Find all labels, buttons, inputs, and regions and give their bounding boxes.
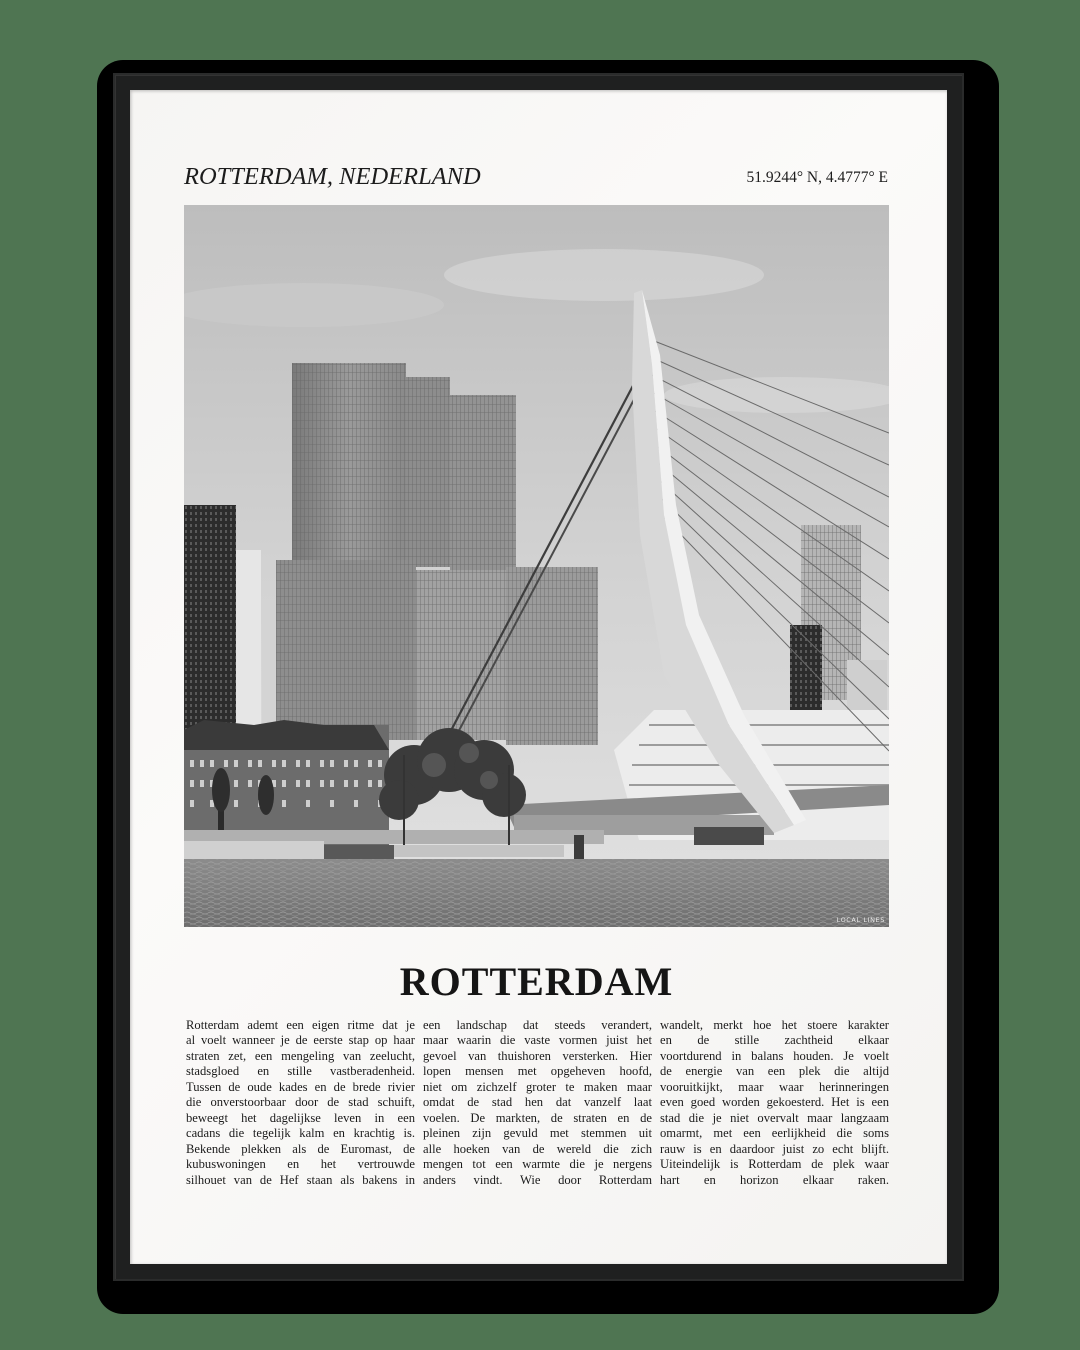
text-line: Uiteindelijk is Rotterdam de plek waar bbox=[660, 1157, 889, 1172]
text-line: al voelt wanneer je de eerste stap op haar bbox=[186, 1033, 415, 1048]
coordinates-label: 51.9244° N, 4.4777° E bbox=[746, 169, 888, 186]
location-label: ROTTERDAM, NEDERLAND bbox=[184, 163, 481, 190]
text-line: Tussen de oude kades en de brede rivier bbox=[186, 1079, 415, 1094]
text-line: stadsgloed en stille vastberadenheid. bbox=[186, 1064, 415, 1079]
text-line: hart en horizon elkaar raken. bbox=[660, 1172, 889, 1187]
text-line: kubuswoningen en het vertrouwde bbox=[186, 1157, 415, 1172]
text-line: cadans die tegelijk kalm en krachtig is. bbox=[186, 1126, 415, 1141]
text-line: voelen. De markten, de straten en de bbox=[423, 1110, 652, 1125]
text-column-2 bbox=[423, 1018, 652, 1188]
text-column-3 bbox=[660, 1018, 889, 1188]
photo-watermark: LOCAL LINES bbox=[836, 916, 885, 924]
text-line: pleinen zijn gevuld met stemmen uit bbox=[423, 1126, 652, 1141]
text-line: Rotterdam ademt een eigen ritme dat je bbox=[186, 1018, 415, 1032]
text-line: beweegt het dagelijkse leven in een bbox=[186, 1110, 415, 1125]
text-line: anders vindt. Wie door Rotterdam bbox=[423, 1172, 652, 1187]
text-line: voortdurend in balans houden. Je voelt bbox=[660, 1048, 889, 1063]
text-line: silhouet van de Hef staan als bakens in bbox=[186, 1172, 415, 1187]
text-line: gevoel van thuishoren versterken. Hier bbox=[423, 1048, 652, 1063]
text-line: lopen mensen met opgeheven hoofd, bbox=[423, 1064, 652, 1079]
text-line: mengen tot een warmte die je nergens bbox=[423, 1157, 652, 1172]
text-line: alle hoeken van de wereld die zich bbox=[423, 1141, 652, 1156]
text-line: vooruitkijkt, maar waar herinneringen bbox=[660, 1079, 889, 1094]
text-line: maar waarin die vaste vormen juist het bbox=[423, 1033, 652, 1048]
city-photo bbox=[184, 205, 889, 927]
text-line: niet om zichzelf groter te maken maar bbox=[423, 1079, 652, 1094]
text-line: de energie van een plek die altijd bbox=[660, 1064, 889, 1079]
text-line: Bekende plekken als de Euromast, de bbox=[186, 1141, 415, 1156]
text-column-1 bbox=[186, 1018, 415, 1188]
text-line: wandelt, merkt hoe het stoere karakter bbox=[660, 1018, 889, 1032]
text-line: omdat de stad hen dat vanzelf laat bbox=[423, 1095, 652, 1110]
body-text bbox=[186, 1018, 889, 1188]
text-line: rauw is en daardoor juist zo echt blijft. bbox=[660, 1141, 889, 1156]
text-line: die onverstoorbaar door de stad schuift, bbox=[186, 1095, 415, 1110]
poster-title: ROTTERDAM bbox=[399, 959, 674, 1004]
text-line: straten zet, een mengeling van zeelucht, bbox=[186, 1048, 415, 1063]
text-line: even goed worden gekoesterd. Het is een bbox=[660, 1095, 889, 1110]
text-line: een landschap dat steeds verandert, bbox=[423, 1018, 652, 1032]
text-line: en de stille zachtheid elkaar bbox=[660, 1033, 889, 1048]
text-line: omarmt, met een eerlijkheid die soms bbox=[660, 1126, 889, 1141]
text-line: stad die je niet overvalt maar langzaam bbox=[660, 1110, 889, 1125]
